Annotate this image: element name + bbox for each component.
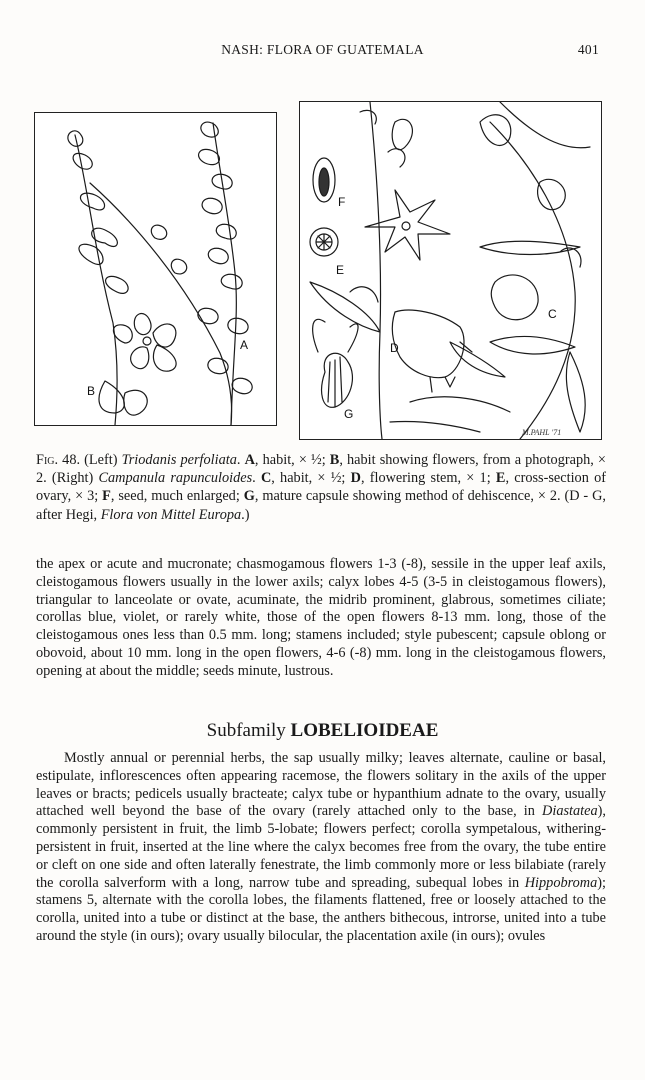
caption-text: . xyxy=(236,452,245,468)
caption-text: , seed, much enlarged; xyxy=(110,488,244,505)
paragraph-text: ), commonly persistent in fruit, the limb 5-lobate; flowers perfect; corolla sympetalous, withering-persistent in fruit, inserted at the line where the calyx becomes free from the ovary, the tube entire or cleft on one side and often laterally fenestrate, the limb commonly more or less bilabiate (rarely the corolla salverform with a long, narrow tube and spreading, subequal lobes in xyxy=(36,803,606,891)
triodanis-illustration xyxy=(35,113,276,425)
label-b: B xyxy=(87,384,96,398)
caption-label-c: C xyxy=(260,470,272,487)
label-g: G xyxy=(344,407,354,421)
page-number: 401 xyxy=(577,42,599,57)
label-d: D xyxy=(390,341,399,355)
figure-panel-left xyxy=(34,112,277,426)
figure-caption xyxy=(36,451,606,524)
caption-label-g: G xyxy=(243,488,255,505)
subfamily-description xyxy=(36,750,606,946)
caption-label-b: B xyxy=(329,452,340,468)
running-header xyxy=(0,42,645,62)
heading-prefix: Subfamily xyxy=(206,720,291,741)
description-paragraph: the apex or acute and mucronate; chasmogamous flowers 1-3 (-8), sessile in the upper leaf axils, cleistogamous flowers usually in the lower axils; calyx lobes 4-5 (3-5 in cleistogamous flowers), triangular to lanceolate or ovate, acuminate, the midrib prominent, glabrous, sometimes ciliate; corollas blue, violet, or rarely white, those of the open flowers 8-13 mm. long, those of the cleistogamous ones less than 0.5 mm. long; stamens included; style pubescent; capsule oblong or obovoid, about 10 mm. long in the open flowers, 4-6 (-8) mm. long in the cleistogamous flowers, opening at about the middle; seeds minute, lustrous. xyxy=(36,556,606,679)
caption-text: , habit, × ½; xyxy=(254,452,330,468)
label-f: F xyxy=(338,195,346,209)
caption-label-a: A xyxy=(244,452,255,468)
caption-species-1: Triodanis perfoliata xyxy=(121,452,237,468)
caption-text: , habit showing flowers, from a photograph, × 2. (Right) xyxy=(36,452,606,487)
caption-text: , cross-section of ovary, × 3; xyxy=(36,470,606,505)
caption-text: .) xyxy=(241,506,250,523)
caption-species-2: Campanula rapunculoides xyxy=(98,470,253,487)
caption-text: , habit, × ½; xyxy=(271,470,351,487)
caption-label-e: E xyxy=(495,470,506,487)
caption-text: , mature capsule showing method of dehiscence, × 2. (D - G, after Hegi, xyxy=(36,488,606,523)
caption-text: , flowering stem, × 1; xyxy=(360,470,496,487)
campanula-illustration xyxy=(300,102,601,439)
genus-diastatea: Diastatea xyxy=(542,803,598,820)
heading-name: LOBELIOIDEAE xyxy=(290,720,439,741)
label-a: A xyxy=(240,338,249,352)
caption-text: . xyxy=(252,470,261,487)
figure-panel-right xyxy=(299,101,602,440)
running-title: NASH: FLORA OF GUATEMALA xyxy=(221,42,424,57)
genus-hippobroma: Hippobroma xyxy=(524,874,598,891)
label-c: C xyxy=(548,307,557,321)
caption-label-d: D xyxy=(350,470,361,487)
caption-fig-number: Fig. 48. xyxy=(36,452,81,468)
paragraph-text: Mostly annual or perennial herbs, the sap usually milky; leaves alternate, cauline or basal, estipulate, inflorescences often appearing racemose, the flowers solitary in the axils of the upper leaves or bracts; pedicels usually bracteate; calyx tube or hypanthium adnate to the ovary, usually attached well beyond the base of the ovary (rarely attached only to the base, in xyxy=(36,750,606,820)
paragraph-text: ); stamens 5, alternate with the corolla lobes, the filaments flattened, free or loosely attached to the corolla, united into a tube or distinct at the base, the anthers bithecous, introrse, united into a tube around the style (in ours); ovary usually bilocular, the placentation axile (in ours); ovules xyxy=(36,874,606,944)
section-heading xyxy=(0,720,645,742)
caption-label-f: F xyxy=(102,488,111,505)
caption-reference: Flora von Mittel Europa xyxy=(100,506,242,523)
illustrator-signature: M.PAHL '71 xyxy=(522,428,562,437)
label-e: E xyxy=(336,263,345,277)
caption-text: (Left) xyxy=(80,452,122,468)
